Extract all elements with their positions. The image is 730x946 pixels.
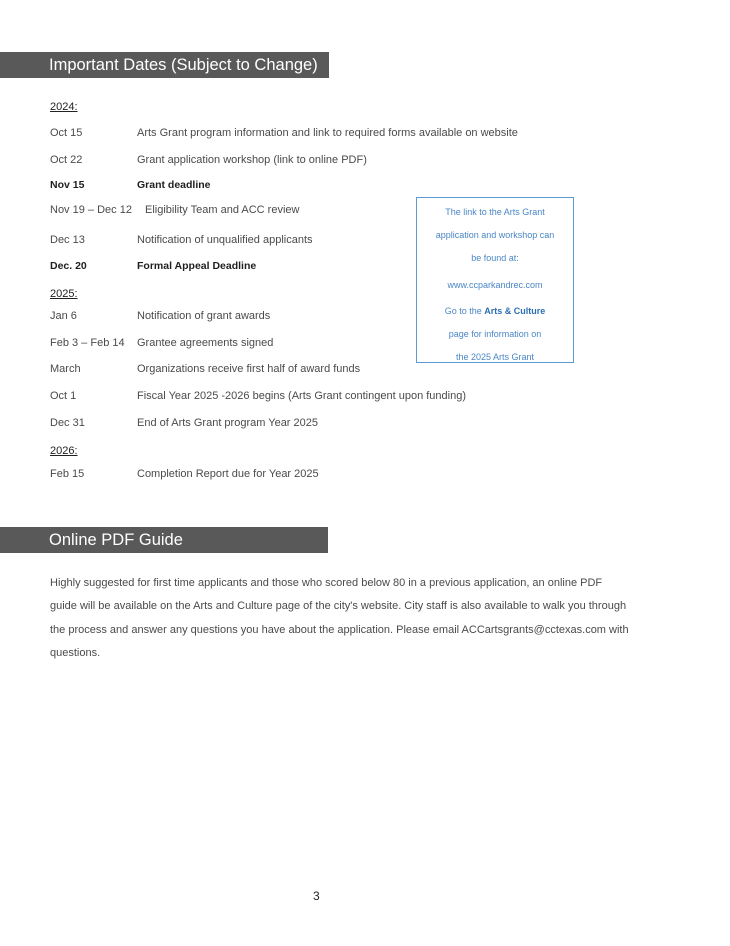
year-2024-label: 2024: xyxy=(50,101,78,113)
website-link[interactable]: www.ccparkandrec.com xyxy=(447,280,543,290)
info-box-line: application and workshop can xyxy=(435,230,555,240)
event-date: Oct 1 xyxy=(50,390,77,402)
event-text: Notification of unqualified applicants xyxy=(137,234,313,246)
event-text: Grantee agreements signed xyxy=(137,337,274,349)
event-text: Grant deadline xyxy=(137,179,211,191)
info-box-line xyxy=(417,306,573,316)
info-box-line: the 2025 Arts Grant xyxy=(455,352,535,362)
event-text: Notification of grant awards xyxy=(137,310,271,322)
year-2026-label: 2026: xyxy=(50,445,78,457)
info-box-line: The link to the Arts Grant xyxy=(445,207,545,217)
event-date: Dec 13 xyxy=(50,234,85,246)
event-date: Dec. 20 xyxy=(50,260,87,272)
event-date: Oct 15 xyxy=(50,127,83,139)
event-text: Eligibility Team and ACC review xyxy=(145,204,300,216)
important-dates-heading: Important Dates (Subject to Change) xyxy=(0,52,329,78)
page-number: 3 xyxy=(313,889,320,903)
event-date: Oct 22 xyxy=(50,154,83,166)
year-2025-label: 2025: xyxy=(50,288,78,300)
event-date: Nov 19 – Dec 12 xyxy=(50,204,132,216)
event-text: Fiscal Year 2025 -2026 begins (Arts Grant contingent upon funding) xyxy=(137,390,466,402)
event-text: Organizations receive first half of award funds xyxy=(137,363,361,375)
info-box-line: page for information on xyxy=(448,329,542,339)
event-text: Grant application workshop (link to online PDF) xyxy=(137,154,367,166)
online-pdf-guide-heading: Online PDF Guide xyxy=(0,527,328,553)
event-date: March xyxy=(50,363,81,375)
event-text: Arts Grant program information and link to required forms available on website xyxy=(137,127,518,139)
event-date: Nov 15 xyxy=(50,179,85,191)
info-box-text: Go to the xyxy=(444,306,485,316)
arts-culture-label: Arts & Culture xyxy=(484,306,546,316)
event-date: Feb 15 xyxy=(50,468,85,480)
event-text: End of Arts Grant program Year 2025 xyxy=(137,417,319,429)
event-date: Dec 31 xyxy=(50,417,85,429)
event-date: Feb 3 – Feb 14 xyxy=(50,337,125,349)
event-text: Completion Report due for Year 2025 xyxy=(137,468,319,480)
event-text: Formal Appeal Deadline xyxy=(137,260,257,272)
info-box-line: be found at: xyxy=(471,253,519,263)
event-date: Jan 6 xyxy=(50,310,77,322)
arts-grant-link-info-box xyxy=(416,197,574,363)
pdf-guide-paragraph: Highly suggested for first time applicants and those who scored below 80 in a previous application, an online PDF guide will be available on the Arts and Culture page of the city's website. City staff is also available to walk you through the process and answer any questions you have about the application. Please email ACCartsgrants@cctexas.com with questions. xyxy=(50,577,629,659)
